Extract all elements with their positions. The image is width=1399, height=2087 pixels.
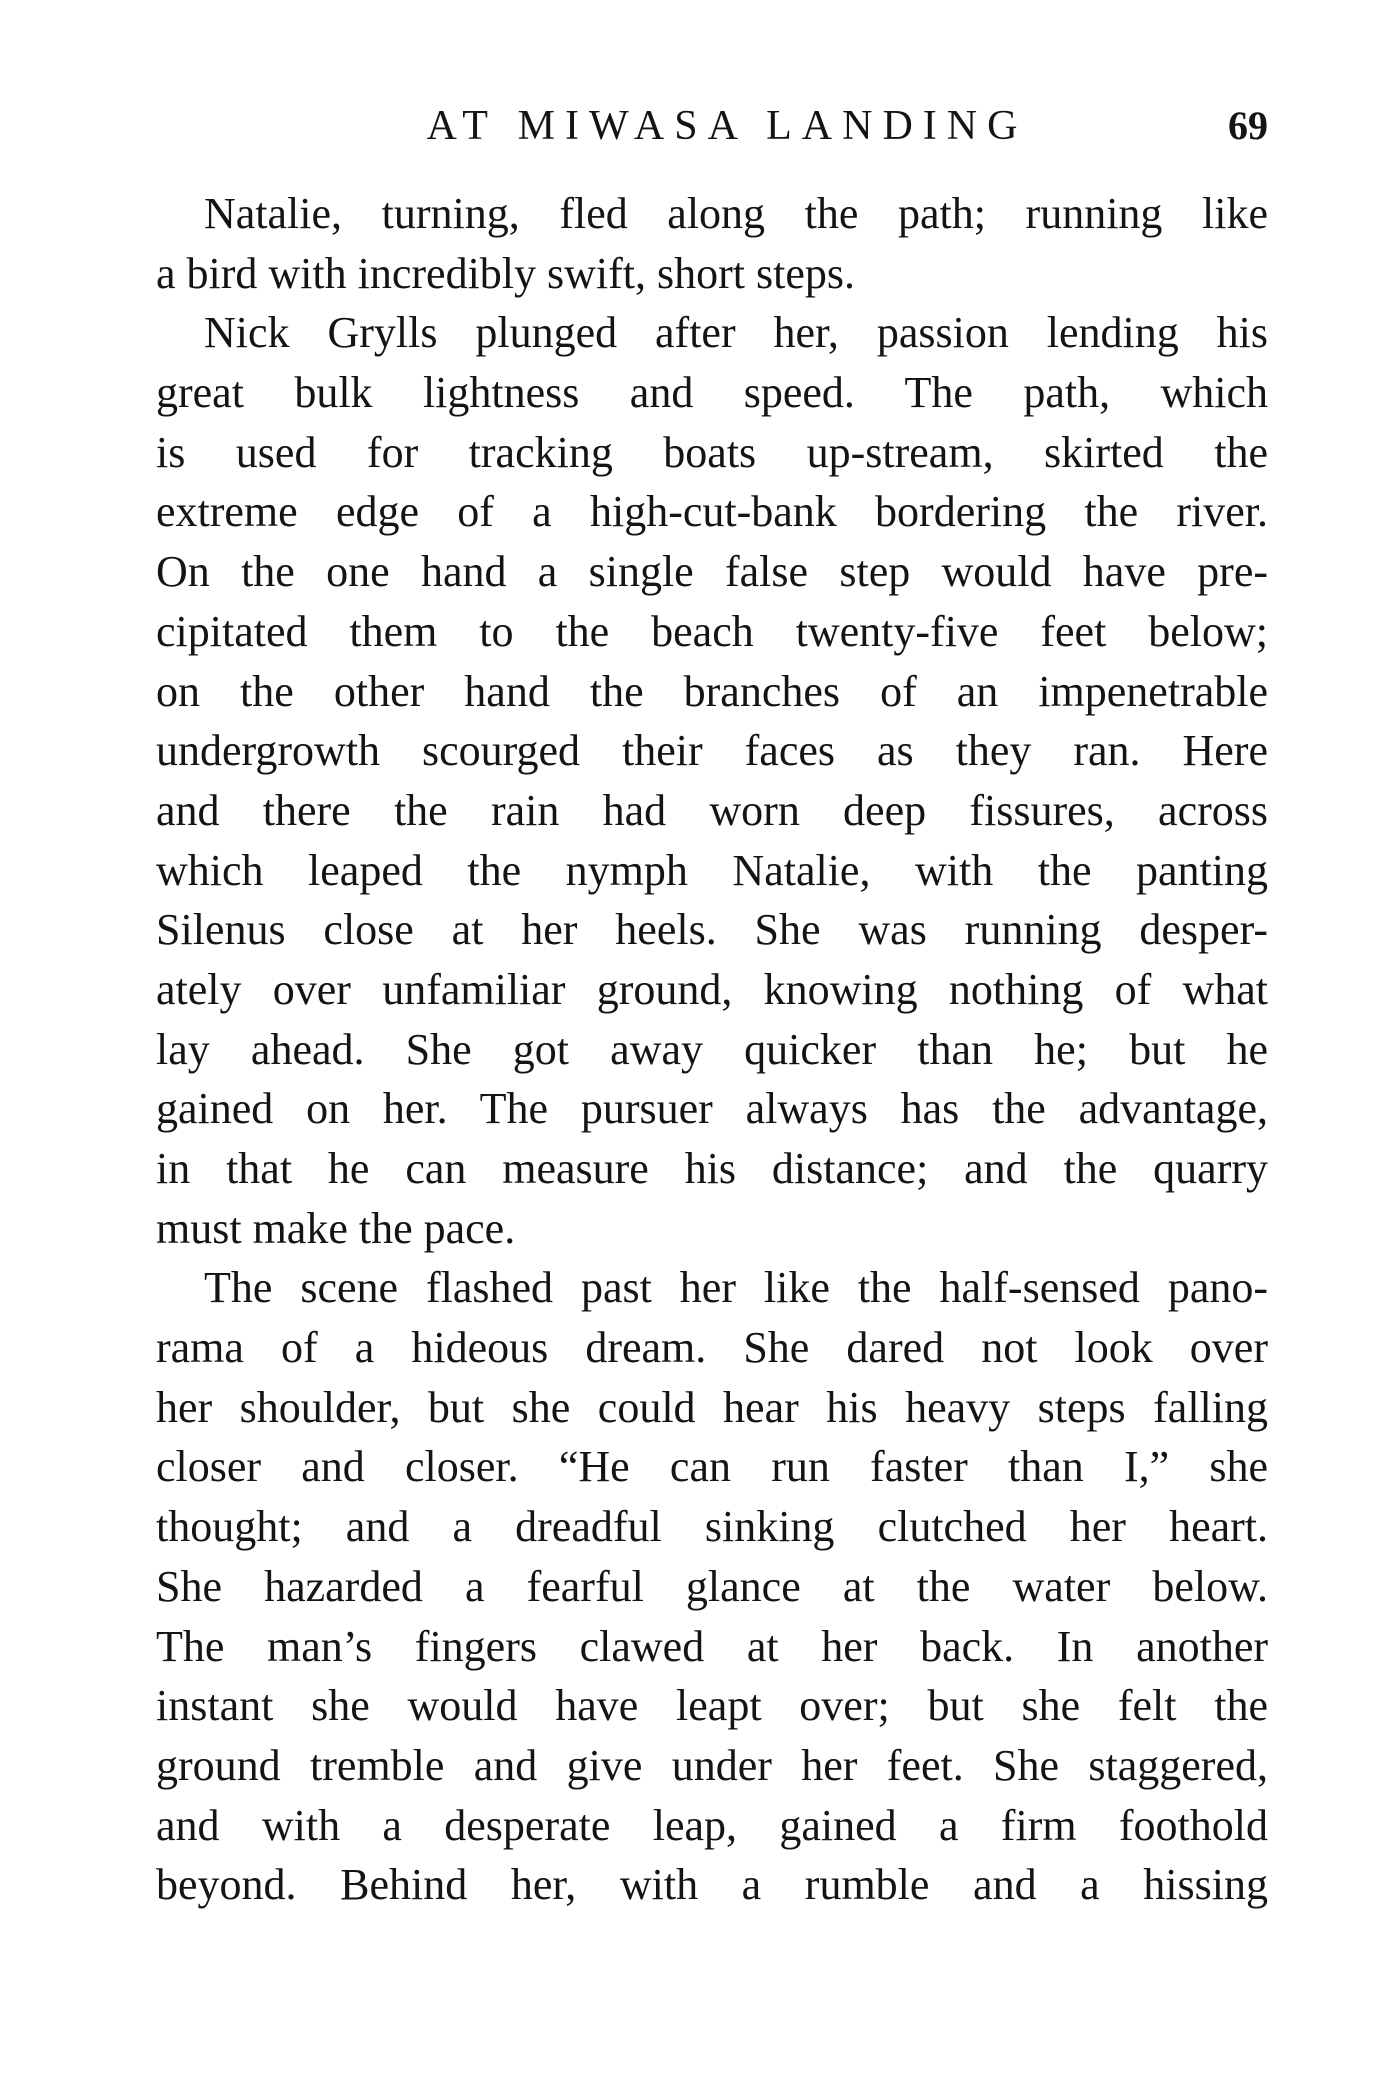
text-line: cipitated them to the beach twenty-five feet below;	[156, 606, 1268, 656]
text-line: extreme edge of a high-cut-bank bordering the river.	[156, 487, 1268, 537]
text-line: in that he can measure his distance; and the quarry	[156, 1144, 1268, 1193]
text-line: which leaped the nymph Natalie, with the panting	[156, 845, 1268, 895]
text-line: gained on her. The pursuer always has the advantage,	[156, 1084, 1268, 1134]
running-head	[156, 96, 1268, 156]
text-line: and there the rain had worn deep fissures, across	[156, 785, 1268, 835]
text-line: is used for tracking boats up-stream, skirted the	[156, 427, 1268, 477]
text-line: a bird with incredibly swift, short steps.	[156, 248, 856, 298]
paragraph	[156, 1258, 1268, 1915]
text-line: Silenus close at her heels. She was running desper-	[156, 905, 1268, 955]
text-line: Nick Grylls plunged after her, passion lending his	[204, 308, 1268, 358]
text-line: The scene flashed past her like the half-sensed pano-	[204, 1263, 1268, 1313]
text-line: her shoulder, but she could hear his heavy steps falling	[156, 1382, 1268, 1432]
text-line: ately over unfamiliar ground, knowing nothing of what	[156, 964, 1268, 1014]
text-line: must make the pace.	[156, 1203, 516, 1253]
text-line: Natalie, turning, fled along the path; running like	[204, 189, 1268, 238]
text-line: The man’s fingers clawed at her back. In another	[156, 1621, 1268, 1671]
text-line: closer and closer. “He can run faster than I,” she	[156, 1442, 1268, 1492]
text-line: lay ahead. She got away quicker than he; but he	[156, 1024, 1268, 1074]
text-line: on the other hand the branches of an impenetrable	[156, 666, 1268, 716]
text-line: She hazarded a fearful glance at the water below.	[156, 1561, 1268, 1611]
page-number: 69	[1228, 103, 1268, 148]
text-line: ground tremble and give under her feet. She staggered,	[156, 1740, 1268, 1790]
text-line: undergrowth scourged their faces as they ran. Here	[156, 726, 1268, 776]
paragraph	[156, 303, 1268, 1258]
text-line: On the one hand a single false step would have pre-	[156, 547, 1268, 597]
text-line: great bulk lightness and speed. The path, which	[156, 368, 1268, 418]
text-line: thought; and a dreadful sinking clutched her heart.	[156, 1502, 1268, 1552]
text-line: rama of a hideous dream. She dared not look over	[156, 1323, 1268, 1373]
text-line: instant she would have leapt over; but she felt the	[156, 1681, 1268, 1731]
text-line: and with a desperate leap, gained a firm foothold	[156, 1800, 1268, 1850]
text-line: beyond. Behind her, with a rumble and a hissing	[156, 1860, 1268, 1910]
body-text	[156, 184, 1268, 1915]
paragraph	[156, 184, 1268, 303]
running-title: AT MIWASA LANDING	[426, 103, 1028, 149]
